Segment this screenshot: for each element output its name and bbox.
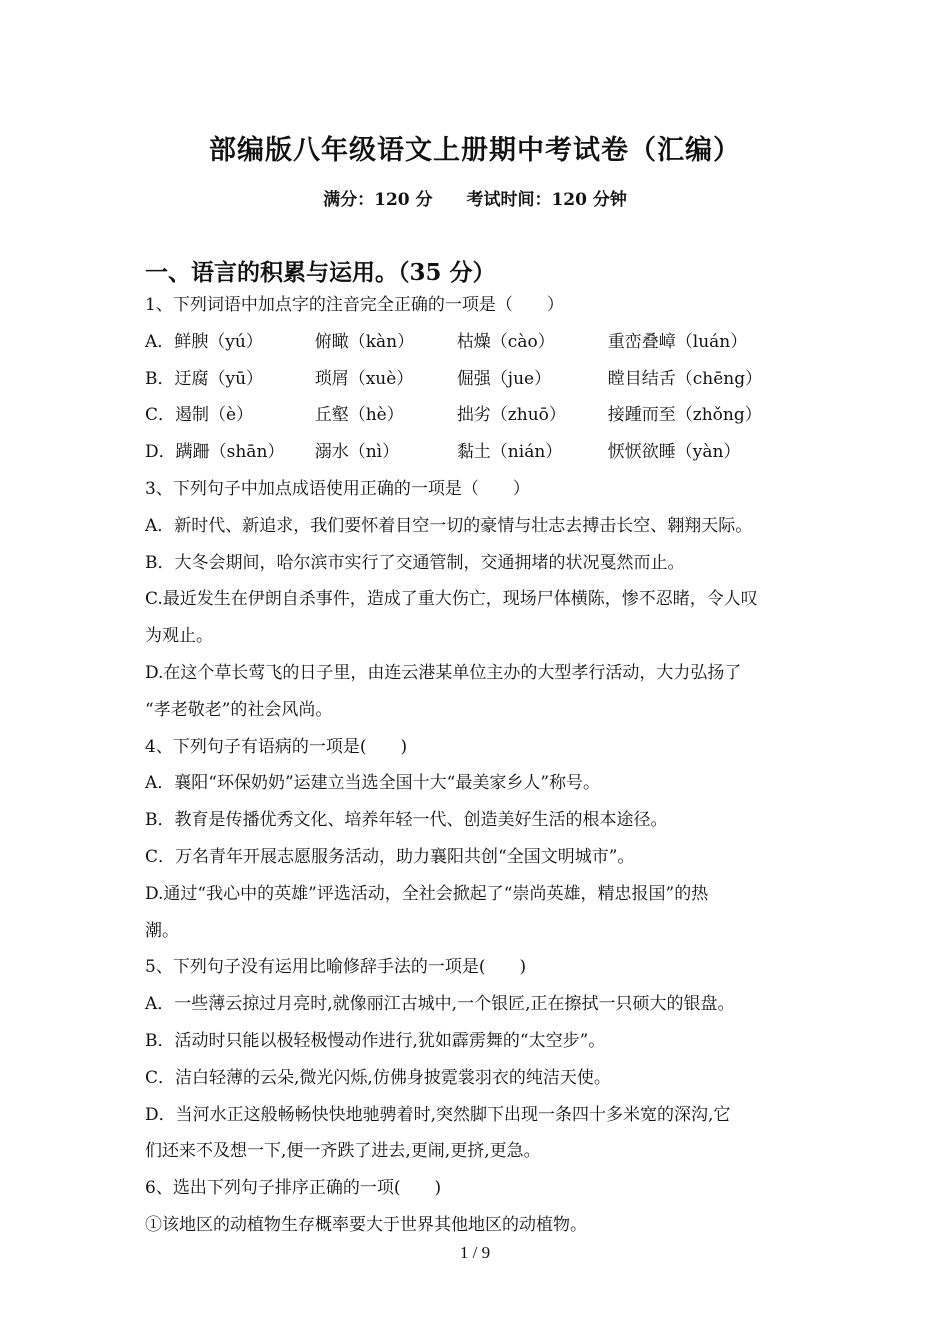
q5-option-b: B．活动时只能以极轻极慢动作进行,犹如霹雳舞的“太空步”。 — [145, 1030, 606, 1051]
q1-b-1: B．迂腐（yū） — [145, 368, 264, 389]
q3-option-a: A．新时代、新追求，我们要怀着目空一切的豪情与壮志去搏击长空、翱翔天际。 — [145, 515, 753, 536]
q3-option-b: B．大冬会期间，哈尔滨市实行了交通管制，交通拥堵的状况戛然而止。 — [145, 552, 685, 573]
q1-d-1: D．蹒跚（shān） — [145, 442, 285, 463]
q4-option-a: A．襄阳“环保奶奶”运建立当选全国十大“最美家乡人”称号。 — [145, 773, 601, 794]
exam-time: 考试时间：120 分钟 — [466, 190, 627, 210]
q5-option-d-cont: 们还来不及想一下,便一齐跌了进去,更闹,更挤,更急。 — [145, 1141, 541, 1162]
q5-option-a: A．一些薄云掠过月亮时,就像丽江古城中,一个银匠,正在擦拭一只硕大的银盘。 — [145, 994, 735, 1015]
full-score: 满分：120 分 — [323, 190, 433, 210]
q3-option-c: C.最近发生在伊朗自杀事件，造成了重大伤亡，现场尸体横陈，惨不忍睹，令人叹 — [145, 589, 758, 610]
q5-stem: 5、下列句子没有运用比喻修辞手法的一项是( ) — [145, 957, 527, 978]
q1-a-2: 俯瞰（kàn） — [314, 331, 415, 352]
q4-option-d: D.通过“我心中的英雄”评选活动，全社会掀起了“崇尚英雄，精忠报国”的热 — [145, 883, 709, 904]
q6-item-1: ①该地区的动植物生存概率要大于世界其他地区的动植物。 — [145, 1214, 587, 1235]
q4-option-b: B．教育是传播优秀文化、培养年轻一代、创造美好生活的根本途径。 — [145, 810, 668, 831]
q1-c-2: 丘壑（hè） — [314, 405, 404, 426]
q1-d-4: 恹恹欲睡（yàn） — [607, 442, 741, 463]
q3-option-d-cont: “孝老敬老”的社会风尚。 — [145, 699, 333, 720]
q1-d-2: 溺水（nì） — [314, 442, 400, 463]
q1-b-2: 琐屑（xuè） — [314, 368, 414, 389]
q1-c-4: 接踵而至（zhǒng） — [607, 405, 762, 426]
exam-meta — [0, 185, 950, 210]
q1-stem: 1、下列词语中加点字的注音完全正确的一项是（ ） — [145, 295, 564, 315]
q1-b-4: 瞠目结舌（chēng） — [607, 368, 763, 389]
q1-option-c — [145, 397, 815, 434]
q3-option-c-cont: 为观止。 — [145, 626, 213, 647]
q5-option-d: D．当河水正这般畅畅快快地驰骋着时,突然脚下出现一条四十多米宽的深沟,它 — [145, 1104, 731, 1125]
questions — [145, 287, 815, 1244]
q1-option-b — [145, 361, 815, 398]
q1-c-3: 拙劣（zhuō） — [456, 405, 566, 426]
q1-a-4: 重峦叠嶂（luán） — [607, 331, 748, 352]
q6-stem: 6、选出下列句子排序正确的一项( ) — [145, 1178, 442, 1199]
q1-a-3: 枯燥（cào） — [456, 331, 555, 352]
page-number: 1 / 9 — [459, 1243, 491, 1262]
q5-option-c: C．洁白轻薄的云朵,微光闪烁,仿佛身披霓裳羽衣的纯洁天使。 — [145, 1067, 611, 1088]
q1-option-a — [145, 324, 815, 361]
q3-option-d: D.在这个草长莺飞的日子里，由连云港某单位主办的大型孝行活动，大力弘扬了 — [145, 662, 742, 683]
q4-option-c: C．万名青年开展志愿服务活动，助力襄阳共创“全国文明城市”。 — [145, 846, 635, 867]
q1-c-1: C．遏制（è） — [145, 405, 254, 426]
q1-b-3: 倔强（jue） — [456, 368, 552, 389]
section-heading: 一、语言的积累与运用。（35 分） — [145, 259, 496, 286]
q4-option-d-cont: 潮。 — [145, 920, 179, 941]
q1-d-3: 黏土（nián） — [456, 442, 563, 463]
q1-a-1: A．鲜腴（yú） — [145, 331, 263, 352]
page-title: 部编版八年级语文上册期中考试卷（汇编） — [209, 135, 741, 166]
q3-stem: 3、下列句子中加点成语使用正确的一项是（ ） — [145, 478, 530, 499]
q1-option-d — [145, 434, 815, 471]
q4-stem: 4、下列句子有语病的一项是( ) — [145, 736, 408, 757]
